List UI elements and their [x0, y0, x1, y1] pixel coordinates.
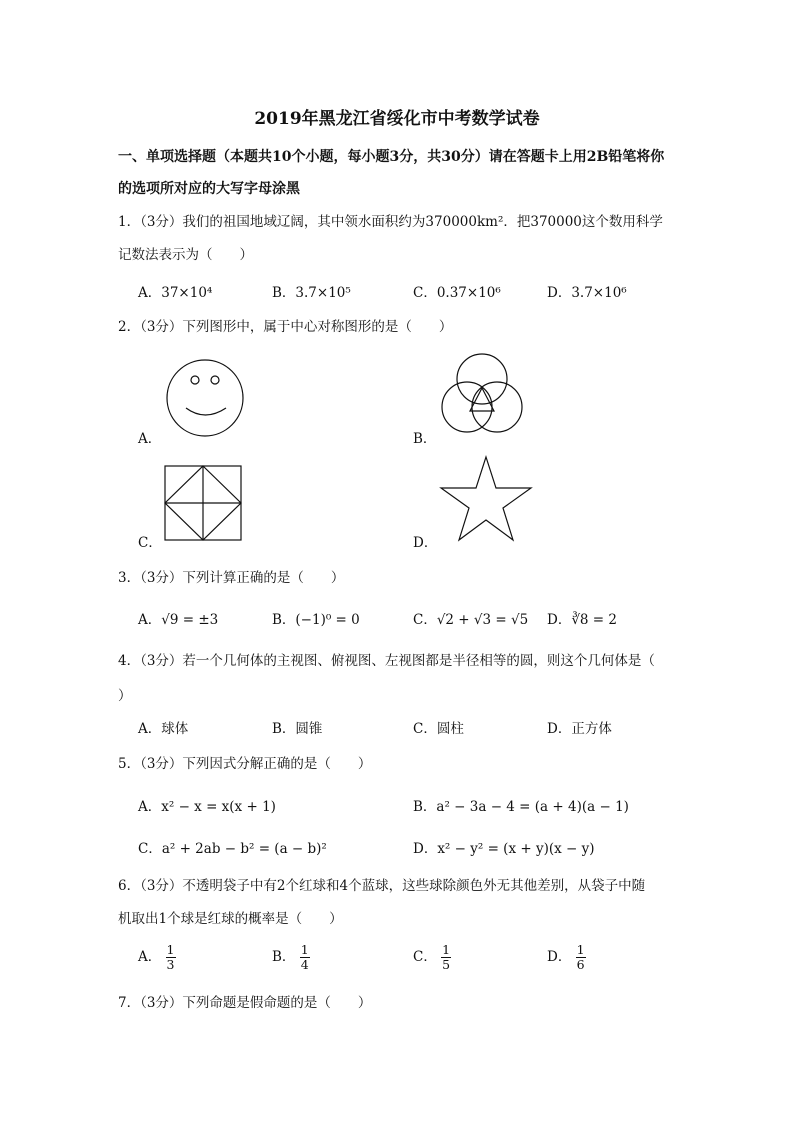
q6-option-a-fraction [166, 943, 176, 972]
fraction-denominator: 5 [442, 957, 451, 972]
q5-option-a: A．x² − x = x(x + 1) [138, 799, 276, 815]
q6-option-b [272, 943, 310, 972]
q1-option-b: B．3.7×10⁵ [272, 285, 351, 301]
fraction-denominator: 3 [166, 957, 175, 972]
fraction-denominator: 4 [300, 957, 309, 972]
q6-option-d-fraction [576, 943, 586, 972]
q6-option-c-letter: C． [413, 949, 437, 965]
q2-label-d: D． [413, 535, 438, 551]
q4-option-a: A．球体 [138, 721, 189, 737]
q3-option-d: D．∛8 = 2 [547, 612, 617, 628]
q3-option-c: C．√2 + √3 = √5 [413, 612, 529, 628]
q2-label-b: B． [413, 431, 437, 447]
q4-line2: ） [118, 688, 132, 704]
q5-option-d: D．x² − y² = (x + y)(x − y) [413, 841, 595, 857]
q6-option-c [413, 943, 451, 972]
q3-option-b: B．(−1)⁰ = 0 [272, 612, 360, 628]
q6-line1: 6．（3分）不透明袋子中有2个红球和4个蓝球，这些球除颜色外无其他差别，从袋子中随 [118, 878, 646, 894]
q5-option-b: B．a² − 3a − 4 = (a + 4)(a − 1) [413, 799, 629, 815]
fraction-numerator: 1 [300, 942, 309, 957]
section-heading-line1: 一、单项选择题（本题共10个小题，每小题3分，共30分）请在答题卡上用2B铅笔将你 [118, 149, 665, 165]
fraction-numerator: 1 [576, 942, 585, 957]
q1-option-d: D．3.7×10⁶ [547, 285, 627, 301]
q1-line2: 记数法表示为（ ） [118, 247, 253, 263]
fraction-denominator: 6 [576, 957, 585, 972]
q2-stem: 2．（3分）下列图形中，属于中心对称图形的是（ ） [118, 319, 453, 335]
q5-option-c: C．a² + 2ab − b² = (a − b)² [138, 841, 327, 857]
q1-line1: 1．（3分）我们的祖国地域辽阔，其中领水面积约为370000km²．把370000这个数用科学 [118, 214, 663, 230]
q6-option-d-letter: D． [547, 949, 572, 965]
q2-label-c: C． [138, 535, 162, 551]
q6-option-d [547, 943, 586, 972]
page-title: 2019年黑龙江省绥化市中考数学试卷 [254, 109, 540, 129]
square-diamond-figure [164, 465, 242, 541]
q4-line1: 4．（3分）若一个几何体的主视图、俯视图、左视图都是半径相等的圆，则这个几何体是（ [118, 653, 655, 669]
fraction-numerator: 1 [166, 942, 175, 957]
five-point-star-figure [438, 455, 534, 543]
fraction-numerator: 1 [442, 942, 451, 957]
section-heading-line2: 的选项所对应的大写字母涂黑 [118, 181, 300, 197]
q6-option-b-fraction [300, 943, 310, 972]
q4-option-c: C．圆柱 [413, 721, 464, 737]
q4-option-b: B．圆锥 [272, 721, 323, 737]
q3-stem: 3．（3分）下列计算正确的是（ ） [118, 570, 345, 586]
q5-stem: 5．（3分）下列因式分解正确的是（ ） [118, 756, 372, 772]
q4-option-d: D．正方体 [547, 721, 612, 737]
smiley-face-figure [160, 358, 250, 438]
q1-option-c: C．0.37×10⁶ [413, 285, 501, 301]
q6-option-c-fraction [441, 943, 451, 972]
q7-stem: 7．（3分）下列命题是假命题的是（ ） [118, 995, 372, 1011]
q6-option-a-letter: A． [138, 949, 162, 965]
q6-line2: 机取出1个球是红球的概率是（ ） [118, 911, 343, 927]
q3-option-a: A．√9 = ±3 [138, 612, 219, 628]
q1-option-a: A．37×10⁴ [138, 285, 213, 301]
q6-option-b-letter: B． [272, 949, 296, 965]
three-circles-figure [436, 352, 528, 438]
q2-label-a: A． [138, 431, 162, 447]
q6-option-a [138, 943, 176, 972]
